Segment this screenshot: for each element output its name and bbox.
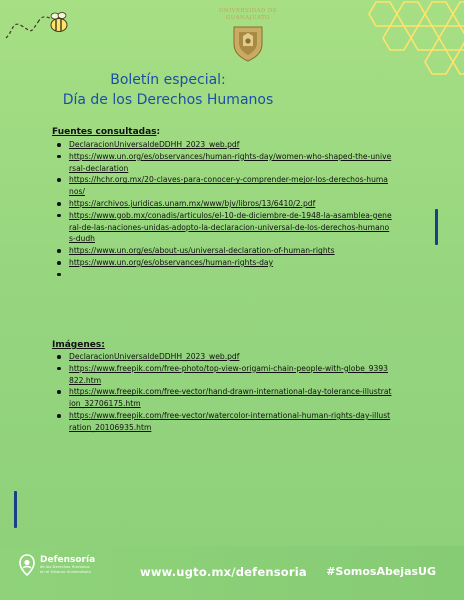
left-margin-mark [14,491,17,528]
list-item [56,198,392,210]
university-crest [208,8,288,62]
list-item [56,151,392,175]
list-item [56,245,392,257]
right-margin-mark [435,209,438,245]
defensoria-logo-text [40,555,95,574]
list-item [56,386,392,410]
logo-subtitle-2: en el Entorno Universitario [40,569,91,574]
university-crest-icon [231,24,265,62]
images-heading: Imágenes: [52,340,105,350]
defensoria-logo-icon [18,554,36,576]
list-item [56,363,392,387]
defensoria-url-link[interactable]: www.ugto.mx/defensoria [140,565,307,579]
sources-heading-suffix: : [156,127,161,137]
list-item [56,410,392,434]
image-source-link[interactable]: https://www.freepik.com/free-vector/watercolor-international-human-rights-day-illustration_20106935.htm [69,410,391,432]
bee-icon [4,8,70,42]
list-item-empty [56,269,392,281]
crest-name-line-2: GUANAJUATO [225,15,271,21]
image-source-link[interactable]: https://www.freepik.com/free-vector/hand-drawn-international-day-tolerance-illustration_32706175.htm [69,387,392,409]
source-link[interactable]: https://www.gob.mx/conadis/articulos/el-10-de-diciembre-de-1948-la-asamblea-general-de-las-naciones-unidas-adopto-la-declaracion-universal-de-los-derechos-humanos-dudh [69,210,392,244]
title-line-2: Día de los Derechos Humanos [62,92,274,108]
source-link[interactable]: https://archivos.juridicas.unam.mx/www/bjv/libros/13/6410/2.pdf [69,198,316,208]
title-line-1: Boletín especial: [110,72,226,88]
empty-list-text [69,270,71,279]
honeycomb-icon [354,0,464,84]
source-link[interactable]: https://www.un.org/es/observances/human-rights-day [69,257,274,267]
list-item [56,257,392,269]
image-source-link[interactable]: https://www.freepik.com/free-photo/top-view-origami-chain-people-with-globe_9393822.htm [69,363,389,385]
logo-title: Defensoría [40,555,96,566]
images-list [56,351,392,434]
bulletin-title [0,70,336,110]
sources-list [56,139,392,281]
source-link[interactable]: https://www.un.org/es/observances/human-rights-day/women-who-shaped-the-universal-declaration [69,151,392,173]
defensoria-logo [18,554,95,576]
list-item [56,210,392,245]
list-item [56,174,392,198]
list-item [56,139,392,151]
sources-heading-text: Fuentes consultadas [52,127,157,137]
crest-name-line-1: UNIVERSIDAD DE [218,8,278,14]
footer-bar [0,546,464,600]
hashtag-text: #SomosAbejasUG [326,565,436,578]
logo-subtitle-1: de los Derechos Humanos [40,564,90,570]
list-item [56,351,392,363]
image-source-link[interactable]: DeclaracionUniversaldeDDHH_2023_web.pdf [69,352,240,361]
sources-heading [52,127,160,137]
source-link[interactable]: DeclaracionUniversaldeDDHH_2023_web.pdf [69,140,240,149]
source-link[interactable]: https://hchr.org.mx/20-claves-para-conocer-y-comprender-mejor-los-derechos-humanos/ [69,175,388,197]
source-link[interactable]: https://www.un.org/es/about-us/universal-declaration-of-human-rights [69,246,335,256]
